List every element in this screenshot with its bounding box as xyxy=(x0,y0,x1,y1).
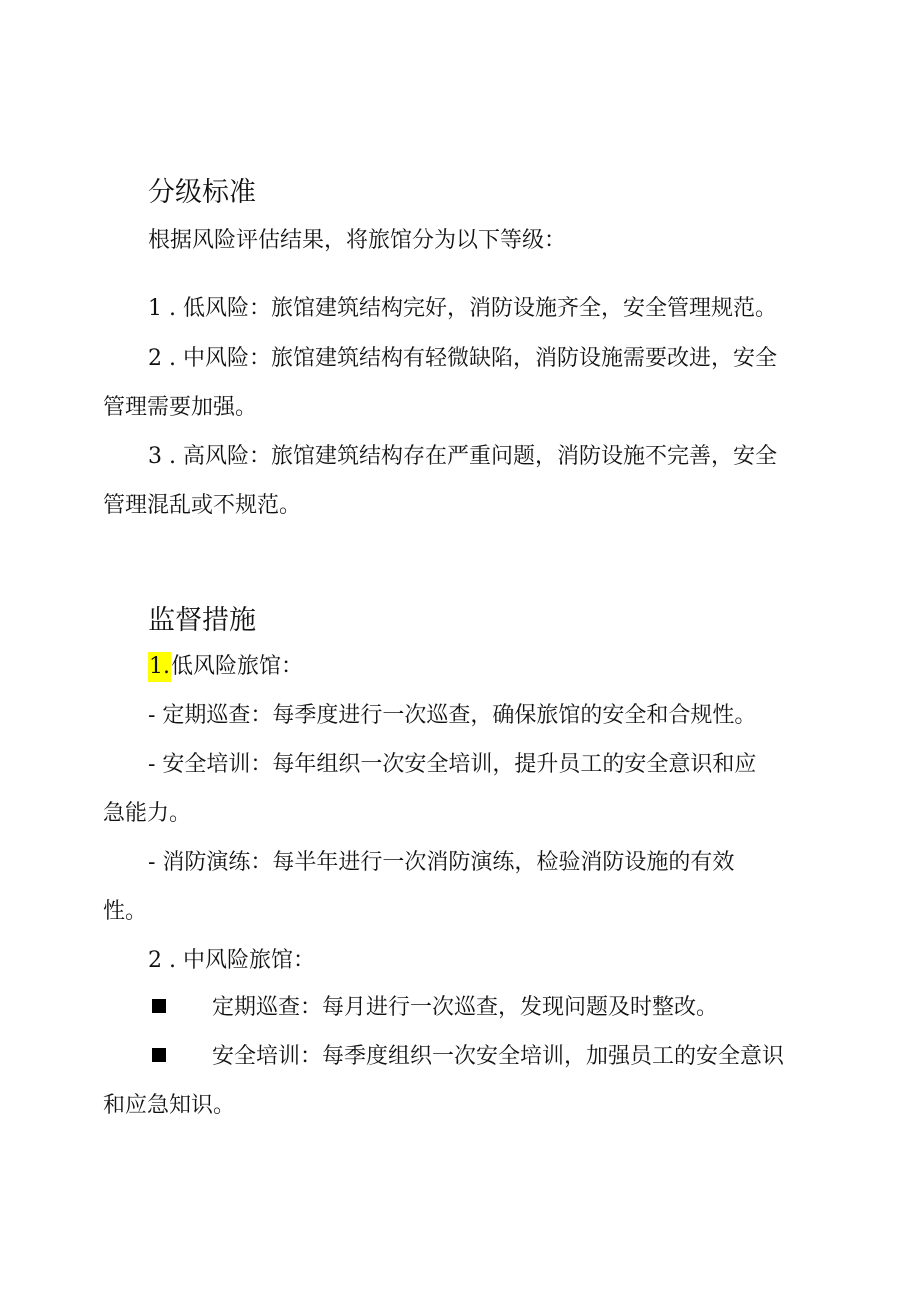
measure-item-continued: 性。 xyxy=(103,899,148,924)
grade-item-text: . 高风险：旅馆建筑结构存在严重问题，消防设施不完善，安全 xyxy=(162,444,777,469)
grade-item-number: 1 xyxy=(148,296,162,321)
measure-item-bulleted xyxy=(152,993,718,1023)
measure-item-continued: 和应急知识。 xyxy=(103,1093,236,1118)
measure-item: - 消防演练：每半年进行一次消防演练，检验消防设施的有效 xyxy=(148,850,735,875)
group-title-low-risk xyxy=(148,652,303,682)
square-bullet-icon xyxy=(152,1048,166,1062)
grade-item-text: . 低风险：旅馆建筑结构完好，消防设施齐全，安全管理规范。 xyxy=(162,296,777,321)
measure-item: - 安全培训：每年组织一次安全培训，提升员工的安全意识和应 xyxy=(148,752,757,777)
grade-item-medium xyxy=(148,344,777,374)
measure-item-text: 定期巡查：每月进行一次巡查，发现问题及时整改。 xyxy=(212,995,719,1020)
section-heading-supervision: 监督措施 xyxy=(148,605,256,636)
measure-item-bulleted xyxy=(152,1042,784,1072)
group-title-medium-risk: 2 . 中风险旅馆： xyxy=(148,948,315,973)
grade-item-number: 3 xyxy=(148,444,162,469)
square-bullet-icon xyxy=(152,999,166,1013)
grade-item-number: 2 xyxy=(148,346,162,371)
measure-item: - 定期巡查：每季度进行一次巡查，确保旅馆的安全和合规性。 xyxy=(148,703,757,728)
grade-item-medium-continued: 管理需要加强。 xyxy=(103,395,258,420)
highlighted-number: 1. xyxy=(148,652,171,682)
measure-item-text: 安全培训：每季度组织一次安全培训，加强员工的安全意识 xyxy=(212,1044,785,1069)
section-heading-grading: 分级标准 xyxy=(148,177,256,208)
intro-paragraph: 根据风险评估结果，将旅馆分为以下等级： xyxy=(148,228,567,253)
grade-item-high xyxy=(148,442,777,472)
grade-item-low xyxy=(148,294,777,324)
grade-item-text: . 中风险：旅馆建筑结构有轻微缺陷，消防设施需要改进，安全 xyxy=(162,346,777,371)
measure-item-continued: 急能力。 xyxy=(103,801,192,826)
grade-item-high-continued: 管理混乱或不规范。 xyxy=(103,493,302,518)
group-title-text: 低风险旅馆： xyxy=(171,654,304,679)
